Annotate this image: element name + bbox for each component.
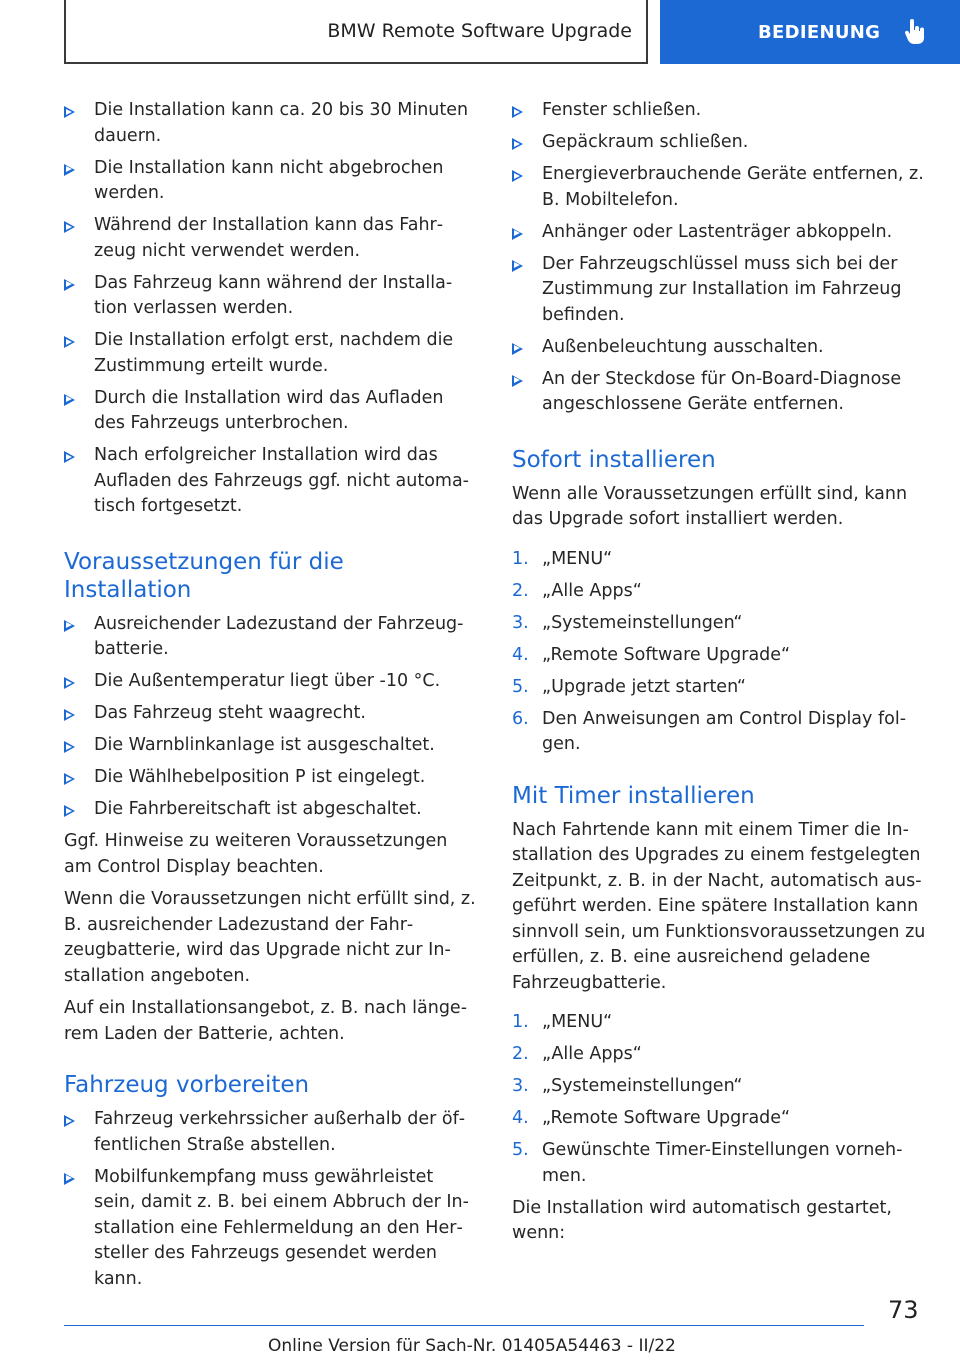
step-text: Den Anweisungen am Control Display folgen. xyxy=(542,708,907,754)
list-item-text: Die Wählhebelposition P ist eingelegt. xyxy=(94,767,426,787)
list-item-text: Fahrzeug verkehrssicher außerhalb der öffentlichen Straße abstellen. xyxy=(94,1109,466,1155)
bullet-triangle-icon xyxy=(512,343,523,355)
step-text: „Alle Apps“ xyxy=(542,1044,642,1064)
list-item-text: Während der Installation kann das Fahrzeug nicht verwendet werden. xyxy=(94,215,444,261)
bullet-triangle-icon xyxy=(512,228,523,240)
list-item xyxy=(64,213,478,264)
step-number: 2. xyxy=(512,1044,529,1064)
list-item xyxy=(512,220,926,246)
list-item-text: Der Fahrzeugschlüssel muss sich bei der Zustimmung zur Installation im Fahrzeug befinden. xyxy=(542,253,902,325)
paragraph-auto-start: Die Installation wird automatisch gestartet, wenn: xyxy=(512,1197,892,1243)
heading-install-now: Sofort installieren xyxy=(512,446,716,473)
step-text: „Systemeinstellungen“ xyxy=(542,612,743,633)
bullet-triangle-icon xyxy=(64,741,75,753)
list-item xyxy=(64,328,478,379)
header-title-box xyxy=(64,0,648,64)
list-item-text: Energieverbrauchende Geräte entfernen, z. B. Mobiltelefon. xyxy=(542,164,924,210)
list-item-text: Die Fahrbereitschaft ist abgeschaltet. xyxy=(94,799,422,819)
step-text: „Systemeinstellungen“ xyxy=(542,1076,743,1096)
step-item xyxy=(512,1106,926,1132)
paragraph-hints: Ggf. Hinweise zu weiteren Voraussetzungen am Control Display beachten. xyxy=(64,831,448,877)
paragraph-not-met: Wenn die Voraussetzungen nicht erfüllt sind, z. B. ausreichender Ladezustand der Fahrzeugbatterie, wird das Upgrade nicht zur Installation angeboten. xyxy=(64,889,476,986)
bullet-triangle-icon xyxy=(64,394,75,406)
step-text: Gewünschte Timer-Einstellungen vornehmen. xyxy=(542,1140,903,1186)
list-item-text: Die Warnblinkanlage ist ausgeschaltet. xyxy=(94,735,435,755)
step-item xyxy=(512,1010,926,1036)
list-item-text: Die Installation kann nicht abgebrochen werden. xyxy=(94,157,444,203)
step-item xyxy=(512,611,926,637)
bullet-triangle-icon xyxy=(512,375,523,387)
bullet-triangle-icon xyxy=(512,170,523,182)
step-item xyxy=(512,675,926,701)
hand-pointer-icon xyxy=(904,19,926,45)
footer-version-text: Online Version für Sach-Nr. 01405A54463 - II/22 xyxy=(268,1336,676,1356)
list-item-text: Mobilfunkempfang muss gewährleistet sein, damit z. B. bei einem Abbruch der Installation eine Fehlermeldung an den Hersteller des Fahrzeugs gesendet werden kann. xyxy=(94,1166,469,1289)
list-item xyxy=(64,156,478,207)
list-item xyxy=(64,386,478,437)
list-item-text: Die Außentemperatur liegt über -10 °C. xyxy=(94,671,441,691)
list-item xyxy=(512,367,926,418)
list-item xyxy=(512,162,926,213)
prepare-list xyxy=(64,1107,478,1292)
step-number: 5. xyxy=(512,676,529,697)
step-text: „MENU“ xyxy=(542,548,613,569)
bullet-triangle-icon xyxy=(64,677,75,689)
list-item-text: Die Installation kann ca. 20 bis 30 Minuten dauern. xyxy=(94,100,469,146)
step-text: „Alle Apps“ xyxy=(542,580,642,601)
step-text: „Upgrade jetzt starten“ xyxy=(542,676,746,697)
step-item xyxy=(512,1042,926,1068)
header-section-tab xyxy=(660,0,960,64)
step-number: 1. xyxy=(512,548,529,569)
list-item-text: Das Fahrzeug steht waagrecht. xyxy=(94,703,366,723)
bullet-triangle-icon xyxy=(64,773,75,785)
list-item xyxy=(64,701,478,727)
step-item xyxy=(512,1074,926,1100)
step-number: 4. xyxy=(512,644,529,665)
bullet-triangle-icon xyxy=(64,336,75,348)
step-number: 3. xyxy=(512,1076,529,1096)
list-item xyxy=(512,130,926,156)
step-item xyxy=(512,579,926,605)
list-item-text: Die Installation erfolgt erst, nachdem die Zustimmung erteilt wurde. xyxy=(94,330,454,376)
bullet-triangle-icon xyxy=(64,1173,75,1185)
step-number: 3. xyxy=(512,612,529,633)
list-item-text: Gepäckraum schließen. xyxy=(542,132,749,152)
list-item xyxy=(64,1107,478,1158)
list-item-text: An der Steckdose für On-Board-Diagnose angeschlossene Geräte entfernen. xyxy=(542,368,902,414)
bullet-triangle-icon xyxy=(64,805,75,817)
list-item-text: Das Fahrzeug kann während der Installation verlassen werden. xyxy=(94,272,453,318)
bullet-triangle-icon xyxy=(64,106,75,118)
paragraph-timer: Nach Fahrtende kann mit einem Timer die Installation des Upgrades zu einem festgelegten Zeitpunkt, z. B. in der Nacht, automatisch ausgeführt werden. Eine spätere Installation kann sinnvoll sein, um Funktionsvoraussetzungen zu erfüllen, z. B. eine ausreichend geladene Fahrzeugbatterie. xyxy=(512,819,926,993)
list-item xyxy=(64,733,478,759)
paragraph-install-now: Wenn alle Voraussetzungen erfüllt sind, kann das Upgrade sofort installiert werden. xyxy=(512,483,908,529)
step-text: „MENU“ xyxy=(542,1012,613,1032)
list-item xyxy=(64,1165,478,1293)
list-item xyxy=(64,797,478,823)
bullet-triangle-icon xyxy=(64,279,75,291)
step-number: 5. xyxy=(512,1140,529,1160)
step-item xyxy=(512,643,926,669)
heading-requirements: Voraussetzungen für die Installation xyxy=(64,548,344,603)
list-item-text: Anhänger oder Lastenträger abkoppeln. xyxy=(542,221,893,242)
list-item-text: Durch die Installation wird das Aufladen des Fahrzeugs unterbrochen. xyxy=(94,387,444,433)
page-number: 73 xyxy=(888,1296,919,1324)
header-title: BMW Remote Software Upgrade xyxy=(327,20,632,42)
bullet-triangle-icon xyxy=(64,451,75,463)
paragraph-offer: Auf ein Installationsangebot, z. B. nach längerem Laden der Batterie, achten. xyxy=(64,998,468,1044)
list-item-text: Ausreichender Ladezustand der Fahrzeugbatterie. xyxy=(94,613,464,659)
footer-divider xyxy=(64,1325,864,1326)
step-number: 1. xyxy=(512,1012,529,1032)
list-item-text: Nach erfolgreicher Installation wird das Aufladen des Fahrzeugs ggf. nicht automatisch fortgesetzt. xyxy=(94,445,469,516)
step-item xyxy=(512,707,926,758)
bullet-triangle-icon xyxy=(64,620,75,632)
step-number: 6. xyxy=(512,708,529,729)
heading-prepare: Fahrzeug vorbereiten xyxy=(64,1072,310,1098)
left-column xyxy=(64,98,478,1299)
intro-list xyxy=(64,98,478,520)
prepare-list-continued xyxy=(512,98,926,418)
header-section-label: BEDIENUNG xyxy=(758,21,881,43)
right-column xyxy=(512,98,926,1254)
step-number: 2. xyxy=(512,580,529,601)
bullet-triangle-icon xyxy=(64,221,75,233)
bullet-triangle-icon xyxy=(64,164,75,176)
bullet-triangle-icon xyxy=(64,709,75,721)
list-item-text: Fenster schließen. xyxy=(542,100,702,120)
list-item xyxy=(512,252,926,329)
list-item xyxy=(64,443,478,520)
step-text: „Remote Software Upgrade“ xyxy=(542,644,791,665)
step-number: 4. xyxy=(512,1108,529,1128)
list-item xyxy=(512,98,926,124)
bullet-triangle-icon xyxy=(64,1115,75,1127)
bullet-triangle-icon xyxy=(512,138,523,150)
bullet-triangle-icon xyxy=(512,260,523,272)
list-item xyxy=(64,669,478,695)
list-item xyxy=(64,612,478,663)
heading-timer: Mit Timer installieren xyxy=(512,782,755,809)
requirements-list xyxy=(64,612,478,823)
list-item xyxy=(64,98,478,149)
list-item xyxy=(64,271,478,322)
step-item xyxy=(512,547,926,573)
step-text: „Remote Software Upgrade“ xyxy=(542,1108,791,1128)
list-item xyxy=(512,335,926,361)
install-now-steps xyxy=(512,547,926,758)
step-item xyxy=(512,1138,926,1189)
bullet-triangle-icon xyxy=(512,106,523,118)
timer-steps xyxy=(512,1010,926,1189)
list-item-text: Außenbeleuchtung ausschalten. xyxy=(542,336,824,357)
list-item xyxy=(64,765,478,791)
